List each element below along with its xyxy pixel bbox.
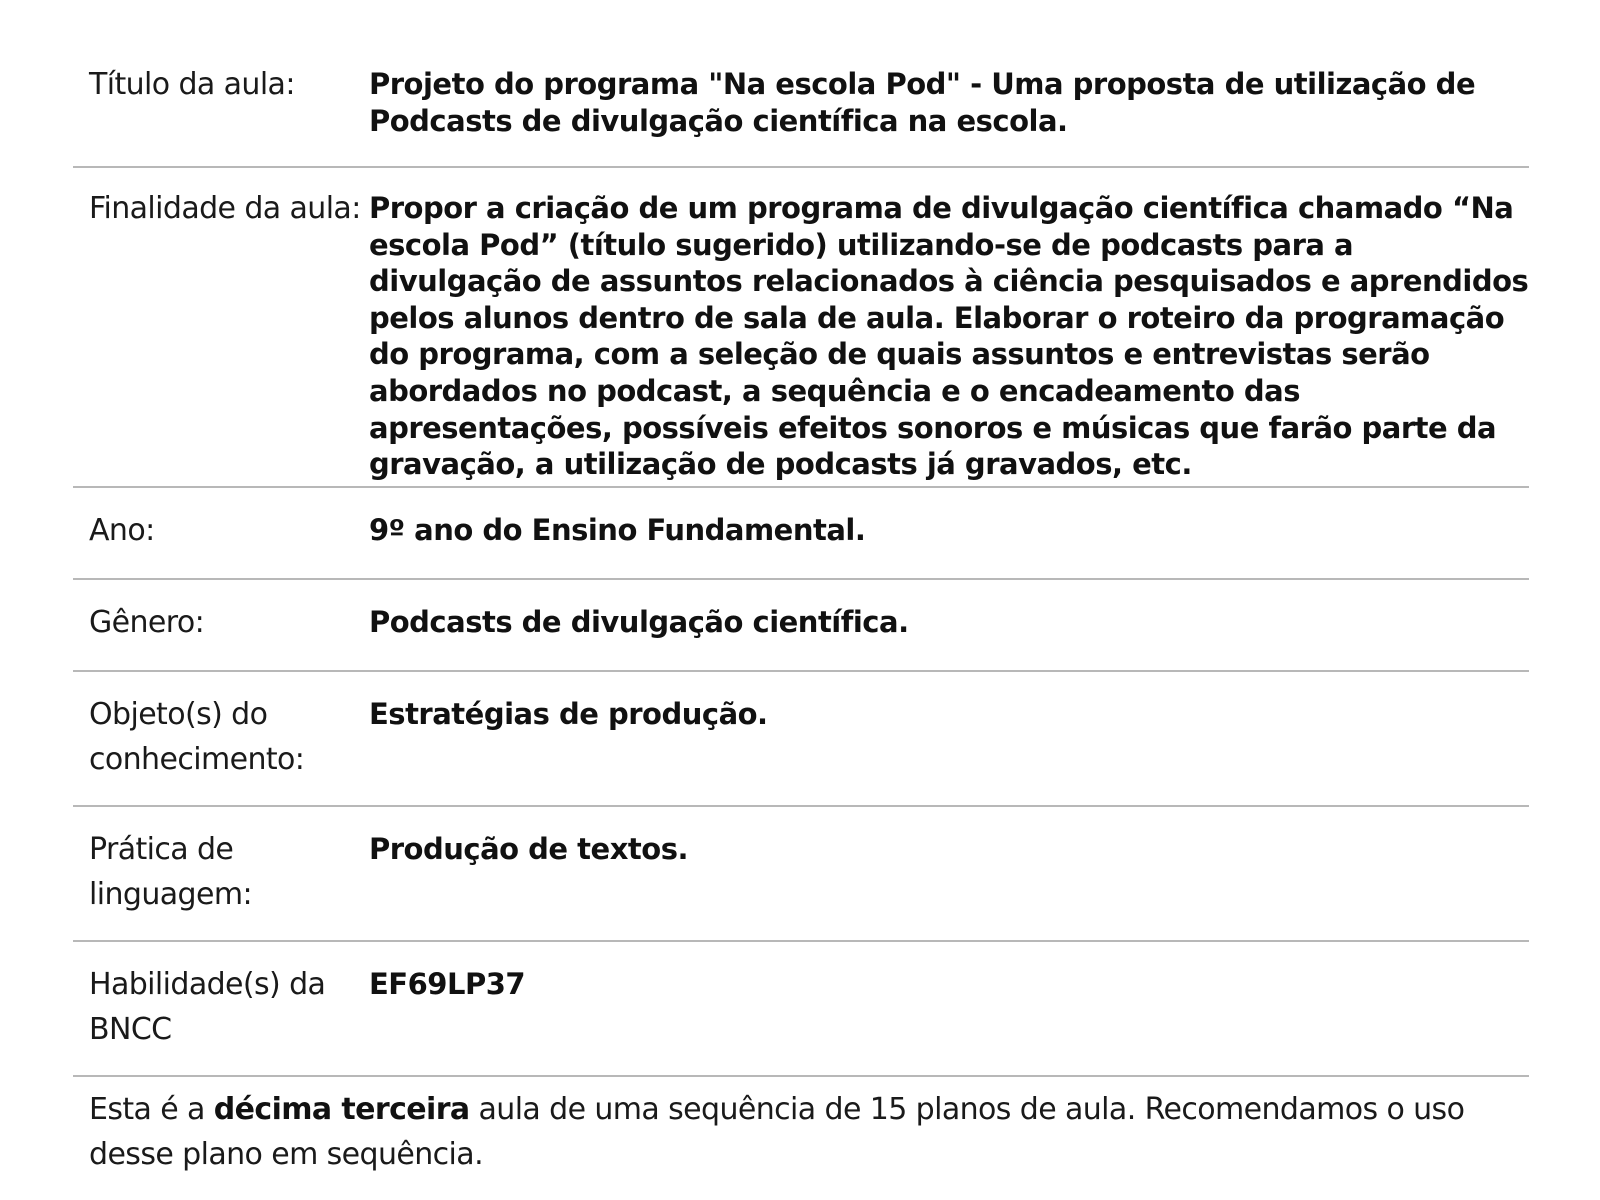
field-label: Título da aula: bbox=[89, 67, 295, 102]
field-label: Finalidade da aula: bbox=[89, 191, 361, 226]
field-value: Estratégias de produção. bbox=[369, 697, 768, 731]
lesson-plan-table bbox=[73, 48, 1529, 1177]
field-label: Prática de linguagem: bbox=[89, 832, 252, 912]
field-value: Podcasts de divulgação científica. bbox=[369, 605, 909, 639]
row-objeto-do-conhecimento bbox=[73, 672, 1529, 807]
row-finalidade-da-aula bbox=[73, 168, 1529, 488]
field-value: Produção de textos. bbox=[369, 832, 688, 866]
sequence-note-prefix: Esta é a bbox=[89, 1092, 214, 1127]
field-value: Projeto do programa "Na escola Pod" - Uma proposta de utilização de Podcasts de divulgação científica na escola. bbox=[369, 67, 1476, 138]
sequence-note-emphasis: décima terceira bbox=[213, 1092, 470, 1127]
field-label: Gênero: bbox=[89, 605, 205, 640]
field-label: Ano: bbox=[89, 513, 155, 548]
row-ano bbox=[73, 488, 1529, 580]
field-label: Objeto(s) do conhecimento: bbox=[89, 697, 305, 777]
row-pratica-de-linguagem bbox=[73, 807, 1529, 942]
sequence-note bbox=[73, 1077, 1529, 1177]
row-titulo-da-aula bbox=[73, 48, 1529, 168]
field-label: Habilidade(s) da BNCC bbox=[89, 967, 326, 1047]
row-genero bbox=[73, 580, 1529, 672]
field-value: Propor a criação de um programa de divulgação científica chamado “Na escola Pod” (título sugerido) utilizando-se de podcasts para a divulgação de assuntos relacionados à ciência pesquisados e aprendidos pelos alunos dentro de sala de aula. Elaborar o roteiro da programação do programa, com a seleção de quais assuntos e entrevistas serão abordados no podcast, a sequência e o encadeamento das apresentações, possíveis efeitos sonoros e músicas que farão parte da gravação, a utilização de podcasts já gravados, etc. bbox=[369, 191, 1529, 482]
field-value: 9º ano do Ensino Fundamental. bbox=[369, 513, 866, 547]
row-habilidade-bncc bbox=[73, 942, 1529, 1077]
sequence-note-suffix: aula de uma sequência de 15 planos de aula. Recomendamos o uso desse plano em sequência. bbox=[89, 1092, 1465, 1172]
field-value: EF69LP37 bbox=[369, 967, 526, 1001]
